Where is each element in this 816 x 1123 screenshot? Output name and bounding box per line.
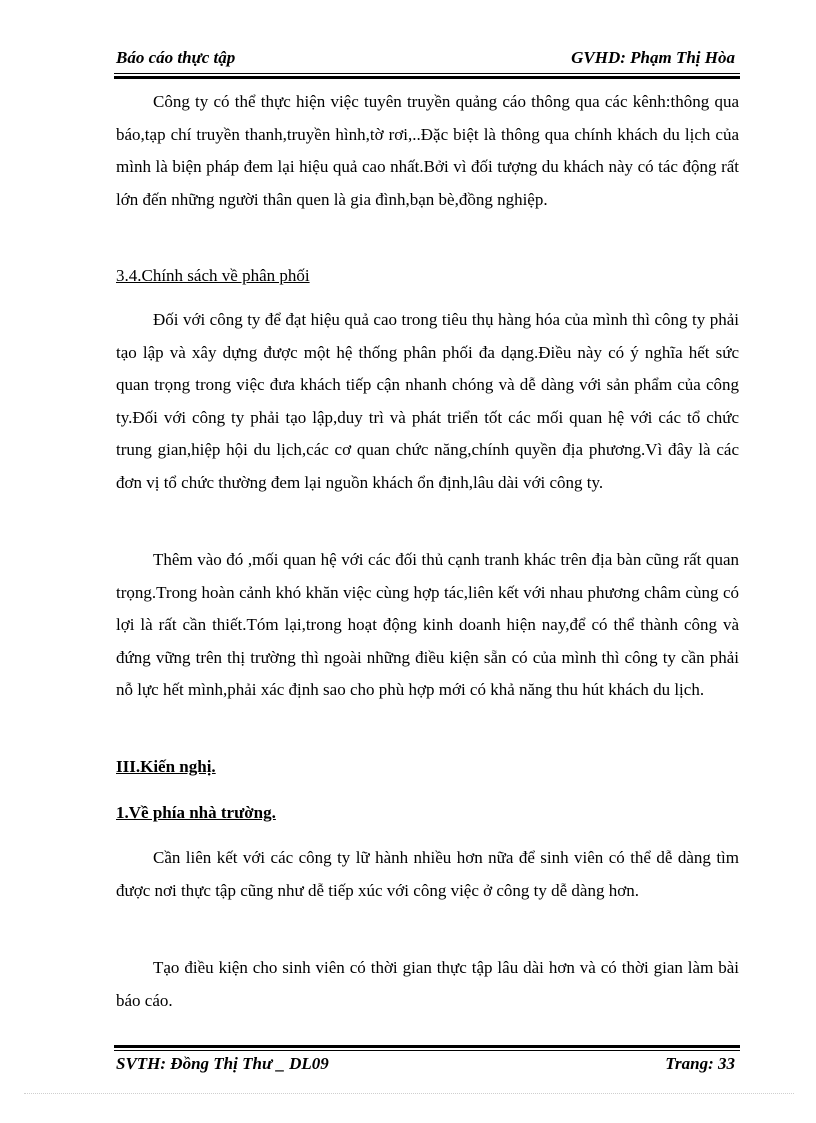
header-rule-thin [114,73,740,74]
paragraph-internship-time: Tạo điều kiện cho sinh viên có thời gian thực tập lâu dài hơn và có thời gian làm bài báo cáo. [116,958,739,1010]
header-rule-thick [114,76,740,79]
page-header [116,48,739,72]
section-heading-recommendations: III.Kiến nghị. [116,757,216,776]
footer-page-number: Trang: 33 [665,1054,735,1073]
footer-rule-thick [114,1045,740,1048]
paragraph-school-links: Cần liên kết với các công ty lữ hành nhiều hơn nữa để sinh viên có thể dễ dàng tìm được nơi thực tập cũng như dễ tiếp xúc với công việc ở công ty dễ dàng hơn. [116,848,739,900]
section-heading-distribution: 3.4.Chính sách về phân phối [116,266,310,285]
footer-rule-thin [114,1050,740,1051]
page-footer [116,1054,739,1078]
paragraph-promotion: Công ty có thể thực hiện việc tuyên truyền quảng cáo thông qua các kênh:thông qua báo,tạp chí truyền thanh,truyền hình,tờ rơi,..Đặc biệt là thông qua chính khách du lịch của mình là biện pháp đem lại hiệu quả cao nhất.Bởi vì đối tượng du khách này có tác động rất lớn đến những người thân quen là gia đình,bạn bè,đồng nghiệp. [116,92,739,209]
header-supervisor: GVHD: Phạm Thị Hòa [571,48,735,67]
header-report-title: Báo cáo thực tập [116,48,236,67]
paragraph-competition: Thêm vào đó ,mối quan hệ với các đối thủ cạnh tranh khác trên địa bàn cũng rất quan trọng.Trong hoàn cảnh khó khăn việc cùng hợp tác,liên kết với nhau phương châm cùng có lợi là rất cần thiết.Tóm lại,trong hoạt động kinh doanh hiện nay,để có thể thành công và đứng vững trên thị trường thì ngoài những điều kiện sẵn có của mình thì công ty cần phải nỗ lực hết mình,phải xác định sao cho phù hợp mới có khả năng thu hút khách du lịch. [116,550,739,699]
page-bottom-edge [24,1093,794,1094]
subheading-school: 1.Về phía nhà trường. [116,803,276,822]
paragraph-distribution: Đối với công ty để đạt hiệu quả cao trong tiêu thụ hàng hóa của mình thì công ty phải tạo lập và xây dựng được một hệ thống phân phối đa dạng.Điều này có ý nghĩa hết sức quan trọng trong việc đưa khách tiếp cận nhanh chóng và dễ dàng với sản phẩm của công ty.Đối với công ty phải tạo lập,duy trì và phát triển tốt các mối quan hệ với các tổ chức trung gian,hiệp hội du lịch,các cơ quan chức năng,chính quyền địa phương.Vì đây là các đơn vị tổ chức thường đem lại nguồn khách ổn định,lâu dài với công ty. [116,310,739,492]
footer-student: SVTH: Đồng Thị Thư _ DL09 [116,1054,329,1073]
